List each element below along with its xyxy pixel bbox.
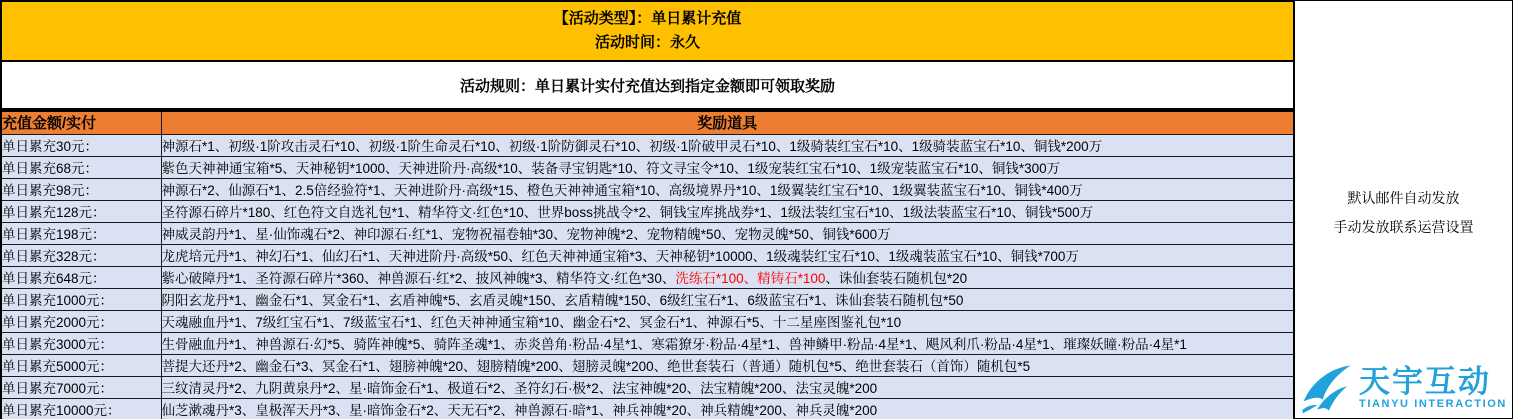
table-row bbox=[1, 288, 1294, 310]
recharge-amount-cell: 单日累充648元： bbox=[1, 266, 161, 288]
reward-items-cell bbox=[161, 354, 1294, 376]
table-row bbox=[1, 310, 1294, 332]
delivery-note-line: 手动发放联系运营设置 bbox=[1333, 219, 1474, 235]
reward-text: 阴阳玄龙丹*1、幽金石*1、冥金石*1、玄盾神魄*5、玄盾灵魄*150、玄盾精魄*150、6级红宝石*1、6级蓝宝石*1、诛仙套装石随机包*50 bbox=[161, 293, 964, 308]
table-row bbox=[1, 266, 1294, 288]
activity-banner bbox=[0, 0, 1295, 62]
activity-time-text: 活动时间：永久 bbox=[594, 34, 700, 51]
company-logo bbox=[1299, 359, 1512, 417]
table-row bbox=[1, 200, 1294, 222]
reward-text: 圣符源石碎片*180、红色符文自选礼包*1、精华符文·红色*10、世界boss挑战令*2、铜钱宝库挑战券*1、1级法装红宝石*10、1级法装蓝宝石*10、铜钱*500万 bbox=[161, 205, 1094, 220]
recharge-amount-cell: 单日累充98元： bbox=[1, 178, 161, 200]
reward-items-cell bbox=[161, 266, 1294, 288]
reward-items-cell bbox=[161, 310, 1294, 332]
reward-text: 神威灵韵丹*1、星·仙饰魂石*2、神印源石·红*1、宠物祝福卷轴*30、宠物神魄*2、宠物精魄*50、宠物灵魄*50、铜钱*600万 bbox=[161, 227, 891, 242]
table-row bbox=[1, 134, 1294, 156]
recharge-amount-cell: 单日累充128元： bbox=[1, 200, 161, 222]
table-row bbox=[1, 398, 1294, 419]
reward-text: 龙虎培元丹*1、神幻石*1、仙幻石*1、天神进阶丹·高级*50、红色天神神通宝箱*3、天神秘钥*10000、1级魂装红宝石*10、1级魂装蓝宝石*10、铜钱*700万 bbox=[161, 249, 1079, 264]
recharge-amount-cell: 单日累充5000元： bbox=[1, 354, 161, 376]
reward-text: 神源石*1、初级·1阶攻击灵石*10、初级·1阶生命灵石*10、初级·1阶防御灵石*10、初级·1阶破甲灵石*10、1级骑装红宝石*10、1级骑装蓝宝石*10、铜钱*200万 bbox=[161, 139, 1103, 154]
table-row bbox=[1, 354, 1294, 376]
company-name: 天宇互动 bbox=[1359, 364, 1491, 399]
reward-items-cell bbox=[161, 178, 1294, 200]
bird-logo-icon bbox=[1299, 359, 1357, 417]
activity-rule-row bbox=[0, 62, 1295, 110]
reward-text: 紫心破障丹*1、圣符源石碎片*360、神兽源石·红*2、披风神魄*3、精华符文·红色*30、 bbox=[161, 271, 676, 286]
recharge-amount-cell: 单日累充328元： bbox=[1, 244, 161, 266]
recharge-amount-cell: 单日累充68元： bbox=[1, 156, 161, 178]
recharge-amount-cell: 单日累充1000元： bbox=[1, 288, 161, 310]
recharge-amount-cell: 单日累充30元： bbox=[1, 134, 161, 156]
reward-items-cell bbox=[161, 244, 1294, 266]
delivery-note-line: 默认邮件自动发放 bbox=[1347, 190, 1460, 206]
reward-items-cell bbox=[161, 398, 1294, 419]
table-row bbox=[1, 376, 1294, 398]
company-name-english: TIANYU INTERACTION bbox=[1359, 398, 1507, 410]
header-cell-amount: 充值金额/实付 bbox=[1, 111, 161, 134]
logo-text-block bbox=[1359, 365, 1507, 411]
reward-items-cell bbox=[161, 288, 1294, 310]
table-row bbox=[1, 244, 1294, 266]
reward-items-cell bbox=[161, 332, 1294, 354]
recharge-amount-cell: 单日累充7000元： bbox=[1, 376, 161, 398]
recharge-amount-cell: 单日累充2000元： bbox=[1, 310, 161, 332]
reward-text: 仙芝漱魂丹*3、皇极浑天丹*3、星·暗饰金石*2、天无石*2、神兽源石·暗*1、神兵神魄*20、神兵精魄*200、神兵灵魄*200 bbox=[161, 402, 878, 418]
reward-text: 神源石*2、仙源石*1、2.5倍经验符*1、天神进阶丹·高级*15、橙色天神神通宝箱*10、高级境界丹*10、1级翼装红宝石*10、1级翼装蓝宝石*10、铜钱*400万 bbox=[161, 183, 1083, 198]
recharge-amount-cell: 单日累充10000元： bbox=[1, 398, 161, 419]
reward-text: 三纹清灵丹*2、九阴黄泉丹*2、星·暗饰金石*1、极道石*2、圣符幻石·极*2、法宝神魄*20、法宝精魄*200、法宝灵魄*200 bbox=[161, 381, 878, 396]
recharge-amount-cell: 单日累充198元： bbox=[1, 222, 161, 244]
table-row bbox=[1, 332, 1294, 354]
highlighted-reward-text: 洗练石*100、精铸石*100 bbox=[675, 271, 826, 286]
reward-items-cell bbox=[161, 156, 1294, 178]
reward-table-body bbox=[1, 134, 1294, 419]
header-cell-rewards: 奖励道具 bbox=[161, 111, 1294, 134]
table-row bbox=[1, 178, 1294, 200]
reward-text: 天魂融血丹*1、7级红宝石*1、7级蓝宝石*1、红色天神神通宝箱*10、幽金石*2、冥金石*1、神源石*5、十二星座图鉴礼包*10 bbox=[161, 315, 902, 330]
activity-rule-text: 活动规则：单日累计实付充值达到指定金额即可领取奖励 bbox=[459, 77, 835, 95]
side-panel bbox=[1295, 0, 1513, 419]
table-row bbox=[1, 222, 1294, 244]
table-row bbox=[1, 156, 1294, 178]
reward-text: 、诛仙套装石随机包*20 bbox=[825, 271, 968, 286]
reward-text: 菩提大还丹*2、幽金石*3、冥金石*1、翅膀神魄*20、翅膀精魄*200、翅膀灵魄*200、绝世套装石（普通）随机包*5、绝世套装石（首饰）随机包*5 bbox=[161, 359, 1031, 374]
delivery-notes bbox=[1295, 184, 1512, 242]
reward-items-cell bbox=[161, 134, 1294, 156]
reward-items-cell bbox=[161, 200, 1294, 222]
recharge-amount-cell: 单日累充3000元： bbox=[1, 332, 161, 354]
table-header-row bbox=[1, 111, 1294, 134]
activity-type-text: 【活动类型】：单日累计充值 bbox=[553, 10, 742, 27]
reward-items-cell bbox=[161, 222, 1294, 244]
reward-text: 生骨融血丹*1、神兽源石·幻*5、骑阵神魄*5、骑阵圣魂*1、赤炎兽角·粉品·4星*1、寒霜獠牙·粉品·4星*1、兽神鳞甲·粉品·4星*1、飓风利爪·粉品·4星*1、璀璨妖瞳·粉品·4星*1 bbox=[161, 337, 1187, 352]
reward-table bbox=[0, 110, 1295, 419]
reward-items-cell bbox=[161, 376, 1294, 398]
reward-text: 紫色天神神通宝箱*5、天神秘钥*1000、天神进阶丹·高级*10、装备寻宝钥匙*10、符文寻宝令*10、1级宠装红宝石*10、1级宠装蓝宝石*10、铜钱*300万 bbox=[161, 161, 1061, 176]
